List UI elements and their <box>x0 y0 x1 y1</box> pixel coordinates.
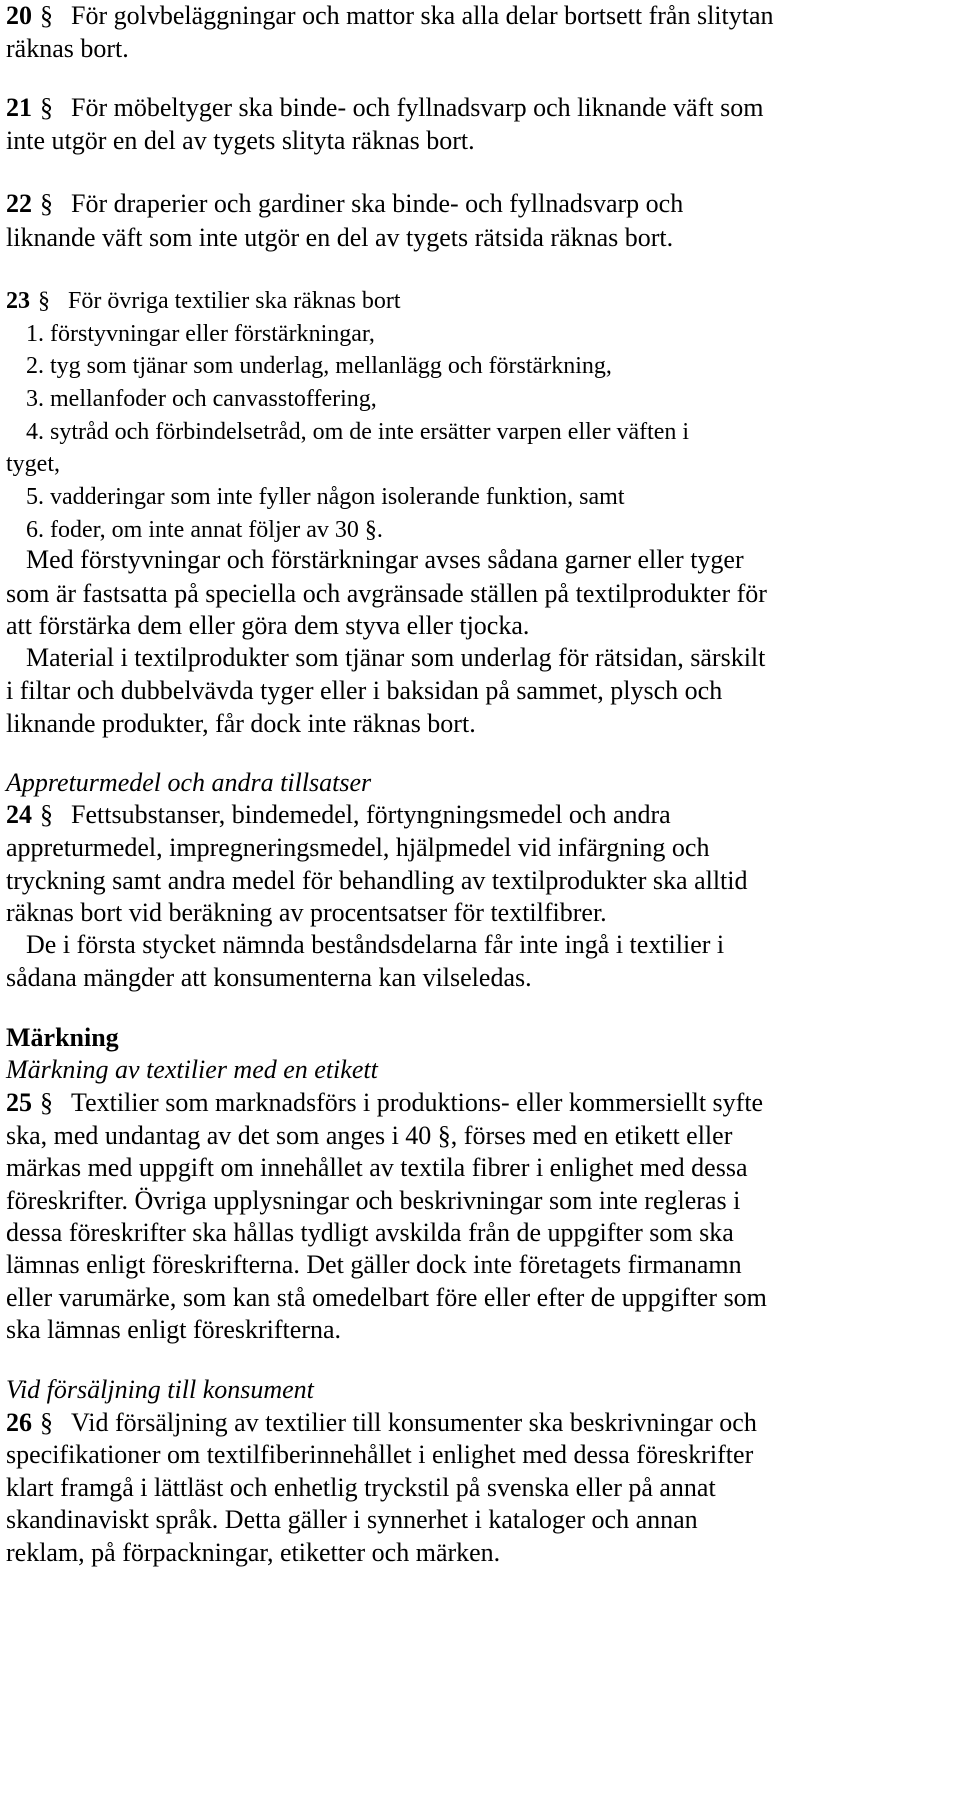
text-line: Material i textilprodukter som tjänar som underlag för rätsidan, särskilt <box>26 643 766 672</box>
text-line: i filtar och dubbelvävda tyger eller i baksidan på sammet, plysch och <box>6 676 723 705</box>
section-heading: Appreturmedel och andra tillsatser <box>6 768 372 797</box>
text-line: eller varumärke, som kan stå omedelbart före eller efter de uppgifter som <box>6 1283 767 1312</box>
section-sign-icon: § <box>40 189 53 218</box>
paragraph-21-text: För möbeltyger ska binde- och fyllnadsvarp och liknande väft som <box>71 93 764 122</box>
paragraph-22-continuation: liknande väft som inte utgör en del av tygets rätsida räknas bort. <box>6 223 674 252</box>
paragraph-25-text: Textilier som marknadsförs i produktions- eller kommersiellt syfte <box>71 1088 764 1117</box>
text-line: skandinaviskt språk. Detta gäller i synnerhet i kataloger och annan <box>6 1505 698 1534</box>
section-sign-icon: § <box>40 93 53 122</box>
section-sign-icon: § <box>40 1408 53 1437</box>
text-line: ska, med undantag av det som anges i 40 §, förses med en etikett eller <box>6 1121 733 1150</box>
section-sign-icon: § <box>40 1 53 30</box>
paragraph-26-text: Vid försäljning av textilier till konsumenter ska beskrivningar och <box>71 1408 757 1437</box>
list-item: 1. förstyvningar eller förstärkningar, <box>26 321 375 347</box>
list-item: 6. foder, om inte annat följer av 30 §. <box>26 517 383 543</box>
list-item: 3. mellanfoder och canvasstoffering, <box>26 386 377 412</box>
paragraph-number-24: 24 <box>6 800 32 829</box>
paragraph-number-23: 23 <box>6 288 30 314</box>
text-line: reklam, på förpackningar, etiketter och märken. <box>6 1538 501 1567</box>
text-line: De i första stycket nämnda beståndsdelarna får inte ingå i textilier i <box>26 930 725 959</box>
list-item: 5. vadderingar som inte fyller någon isolerande funktion, samt <box>26 484 625 510</box>
text-line: appreturmedel, impregneringsmedel, hjälpmedel vid infärgning och <box>6 833 710 862</box>
paragraph-26-line <box>6 1410 757 1436</box>
text-line: sådana mängder att konsumenterna kan vilseledas. <box>6 963 532 992</box>
list-item: 2. tyg som tjänar som underlag, mellanlägg och förstärkning, <box>26 353 612 379</box>
paragraph-number-22: 22 <box>6 189 32 218</box>
text-line: märkas med uppgift om innehållet av textila fibrer i enlighet med dessa <box>6 1153 748 1182</box>
text-line: specifikationer om textilfiberinnehållet i enlighet med dessa föreskrifter <box>6 1440 754 1469</box>
paragraph-23-line <box>6 289 401 313</box>
section-sign-icon: § <box>40 800 53 829</box>
paragraph-20-text: För golvbeläggningar och mattor ska alla delar bortsett från slitytan <box>71 1 774 30</box>
paragraph-22-line <box>6 191 683 217</box>
text-line: att förstärka dem eller göra dem styva eller tjocka. <box>6 611 530 640</box>
paragraph-number-20: 20 <box>6 1 32 30</box>
text-line: räknas bort vid beräkning av procentsatser för textilfibrer. <box>6 898 607 927</box>
paragraph-number-21: 21 <box>6 93 32 122</box>
section-heading: Märkning <box>6 1023 119 1052</box>
paragraph-21-continuation: inte utgör en del av tygets slityta räknas bort. <box>6 126 475 155</box>
text-line: tryckning samt andra medel för behandling av textilprodukter ska alltid <box>6 866 748 895</box>
text-line: Med förstyvningar och förstärkningar avses sådana garner eller tyger <box>26 545 744 574</box>
paragraph-number-26: 26 <box>6 1408 32 1437</box>
text-line: klart framgå i lättläst och enhetlig tryckstil på svenska eller på annat <box>6 1473 716 1502</box>
subsection-heading: Vid försäljning till konsument <box>6 1375 314 1404</box>
paragraph-23-text: För övriga textilier ska räknas bort <box>68 288 401 314</box>
list-item: 4. sytråd och förbindelsetråd, om de inte ersätter varpen eller väften i <box>26 419 690 445</box>
list-item-continuation: tyget, <box>6 451 60 477</box>
paragraph-20-line <box>6 3 774 29</box>
paragraph-22-text: För draperier och gardiner ska binde- och fyllnadsvarp och <box>71 189 684 218</box>
section-sign-icon: § <box>40 1088 53 1117</box>
paragraph-21-line <box>6 95 763 121</box>
text-line: liknande produkter, får dock inte räknas bort. <box>6 709 476 738</box>
text-line: föreskrifter. Övriga upplysningar och beskrivningar som inte regleras i <box>6 1186 741 1215</box>
subsection-heading: Märkning av textilier med en etikett <box>6 1055 378 1084</box>
text-line: lämnas enligt föreskrifterna. Det gäller dock inte företagets firmanamn <box>6 1250 742 1279</box>
paragraph-20-continuation: räknas bort. <box>6 34 129 63</box>
paragraph-25-line <box>6 1090 763 1116</box>
text-line: som är fastsatta på speciella och avgränsade ställen på textilprodukter för <box>6 579 767 608</box>
paragraph-24-text: Fettsubstanser, bindemedel, förtyngningsmedel och andra <box>71 800 671 829</box>
paragraph-number-25: 25 <box>6 1088 32 1117</box>
section-sign-icon: § <box>38 288 50 314</box>
text-line: dessa föreskrifter ska hållas tydligt avskilda från de uppgifter som ska <box>6 1218 734 1247</box>
text-line: ska lämnas enligt föreskrifterna. <box>6 1315 341 1344</box>
paragraph-24-line <box>6 802 671 828</box>
